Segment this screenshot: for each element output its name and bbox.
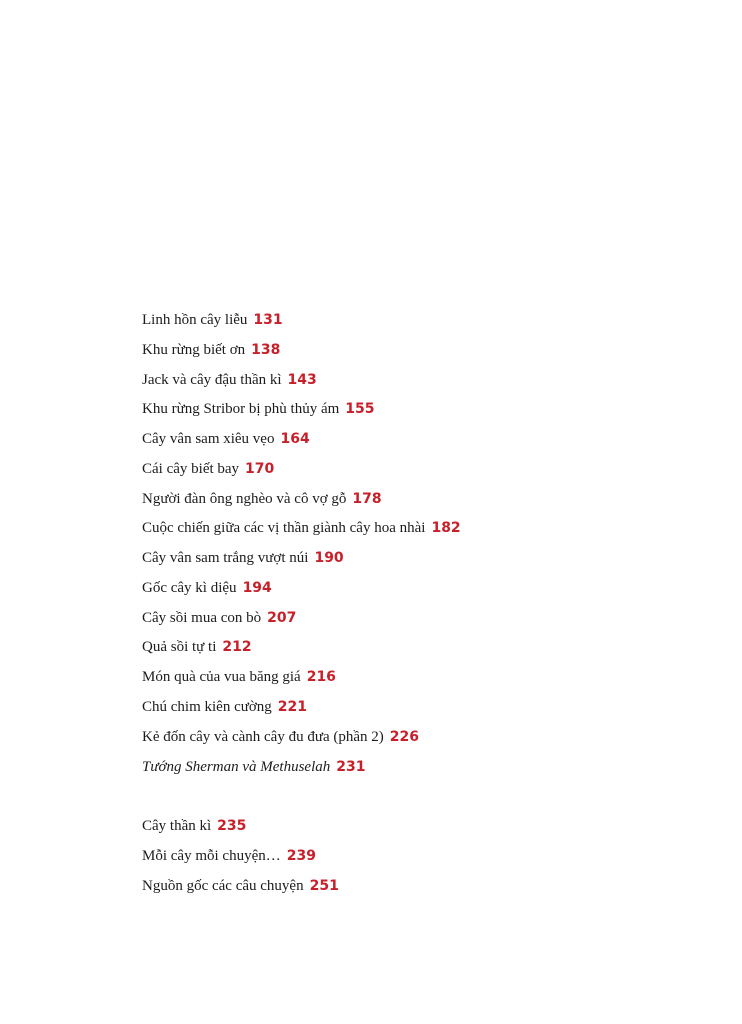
toc-entry: [142, 548, 344, 568]
toc-entry-page-number: 178: [352, 491, 382, 507]
toc-entry: [142, 727, 419, 747]
toc-entry-title: Nguồn gốc các câu chuyện: [142, 878, 304, 894]
toc-entry-page-number: 212: [222, 639, 252, 655]
toc-entry-title: Linh hồn cây liễu: [142, 312, 248, 328]
toc-entry-title: Cây vân sam trắng vượt núi: [142, 550, 309, 566]
toc-entry-title: Cây thần kì: [142, 818, 212, 834]
toc-entry: [142, 578, 272, 598]
toc-entry-title: Cây vân sam xiêu vẹo: [142, 431, 275, 447]
toc-entry-title: Quả sồi tự ti: [142, 639, 217, 655]
toc-entry: [142, 459, 274, 479]
toc-entry: [142, 608, 296, 628]
toc-entry: [142, 518, 461, 538]
toc-entry: [142, 370, 317, 390]
toc-entry-title: Món quà của vua băng giá: [142, 669, 301, 685]
toc-entry-title: Khu rừng Stribor bị phù thủy ám: [142, 401, 340, 417]
toc-entry-title: Kẻ đốn cây và cành cây đu đưa (phần 2): [142, 729, 384, 745]
toc-entry-page-number: 170: [245, 461, 275, 477]
toc-entry: [142, 340, 280, 360]
toc-entry: [142, 846, 316, 866]
toc-entry-page-number: 239: [286, 848, 316, 864]
toc-entry-page-number: 131: [253, 312, 283, 328]
toc-entry-title: Cây sồi mua con bò: [142, 610, 262, 626]
toc-entry-page-number: 251: [309, 878, 339, 894]
toc-entry-page-number: 164: [280, 431, 310, 447]
toc-entry-title: Gốc cây kì diệu: [142, 580, 237, 596]
toc-entry-page-number: 190: [314, 550, 344, 566]
toc-entry-title: Người đàn ông nghèo và cô vợ gỗ: [142, 491, 347, 507]
toc-entry-page-number: 143: [287, 372, 317, 388]
toc-entry-title: Tướng Sherman và Methuselah: [142, 759, 331, 775]
toc-entry-page-number: 207: [267, 610, 297, 626]
toc-entry-title: Chú chim kiên cường: [142, 699, 272, 715]
toc-entry: [142, 399, 375, 419]
toc-entry: [142, 429, 310, 449]
toc-entry: [142, 876, 339, 896]
toc-entry-page-number: 235: [217, 818, 247, 834]
toc-entry-page-number: 226: [389, 729, 420, 745]
toc-entry: [142, 816, 246, 836]
toc-entry: [142, 310, 283, 330]
toc-entry-page-number: 138: [251, 342, 281, 358]
toc-entry: [142, 637, 252, 657]
toc-entry-title: Khu rừng biết ơn: [142, 342, 246, 358]
toc-entry-page-number: 231: [336, 759, 366, 775]
toc-entry-title: Cuộc chiến giữa các vị thần giành cây hoa nhài: [142, 520, 426, 536]
toc-entry: [142, 489, 382, 509]
toc-entry-page-number: 155: [345, 401, 375, 417]
toc-entry-title: Jack và cây đậu thần kì: [142, 372, 282, 388]
toc-entry: [142, 757, 365, 777]
toc-entry: [142, 697, 307, 717]
toc-entry-page-number: 182: [431, 520, 461, 536]
toc-entry: [142, 667, 336, 687]
toc-entry-page-number: 221: [277, 699, 308, 715]
toc-entry-title: Mỗi cây mỗi chuyện…: [142, 848, 281, 864]
toc-entry-title: Cái cây biết bay: [142, 461, 240, 477]
toc-entry-page-number: 216: [306, 669, 336, 685]
toc-entry-page-number: 194: [242, 580, 272, 596]
